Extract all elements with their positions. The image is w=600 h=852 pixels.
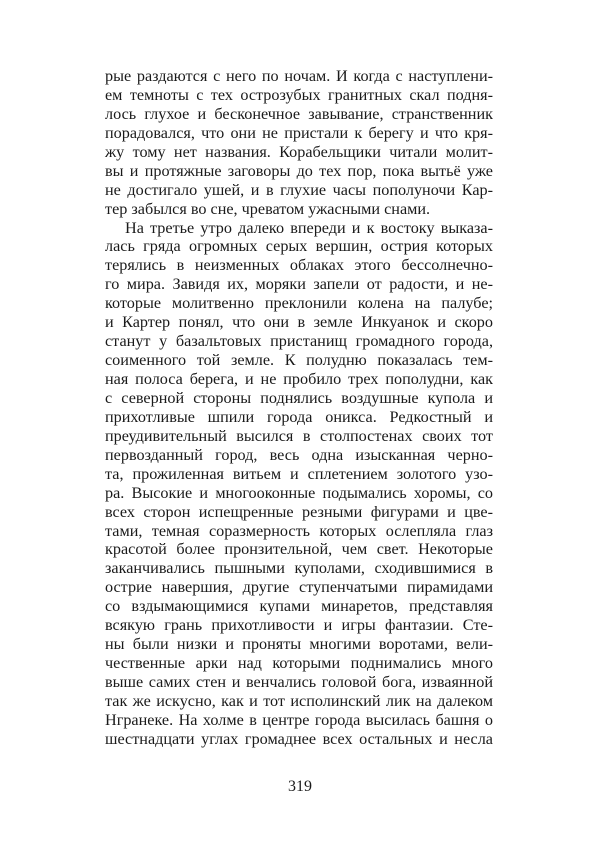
- text-line: лось глухое и бесконечное завывание, странственник: [105, 104, 493, 123]
- text-line: терялись в неизменных облаках этого бессолнечно-: [105, 256, 493, 275]
- text-line: прихотливые шпили города оникса. Редкостный и: [105, 407, 493, 426]
- text-line: ная полоса берега, и не пробило трех пополудни, как: [105, 370, 493, 388]
- text-line: жу тому нет названия. Корабельщики читали молит-: [105, 142, 493, 161]
- text-line: чественные арки над которыми поднимались много: [105, 654, 493, 673]
- text-line: ра. Высокие и многооконные подымались хоромы, со: [105, 483, 493, 502]
- text-line: На третье утро далеко впереди и к востоку выказа-: [125, 218, 493, 237]
- text-line: выше самих стен и венчались головой бога, изваянной: [105, 673, 493, 691]
- text-line: со вздымающимися купами минаретов, представляя: [105, 597, 493, 616]
- text-line: Нгранеке. На холме в центре города высилась башня о: [105, 710, 493, 729]
- text-line: и Картер понял, что они в земле Инкуанок и скоро: [105, 313, 493, 332]
- text-line: всякую грань прихотливости и игры фантазии. Сте-: [105, 616, 493, 635]
- text-line: не достигало ушей, и в глухие часы пополуночи Кар-: [105, 180, 493, 199]
- text-line: так же искусно, как и тот исполинский лик на далеком: [105, 691, 493, 710]
- text-line: которые молитвенно преклонили колена на палубе;: [105, 294, 493, 313]
- text-line: соименного той земле. К полудню показалась тем-: [105, 351, 493, 370]
- text-line: тами, темная соразмерность которых ослепляла глаз: [105, 521, 493, 540]
- text-line: заканчивались пышными куполами, сходившимися в: [105, 559, 493, 578]
- text-line: ем темноты с тех острозубых гранитных скал подня-: [105, 85, 493, 104]
- page-body-text: [105, 67, 493, 749]
- text-line: та, прожиленная витьем и сплетением золотого узо-: [105, 464, 493, 483]
- text-line: всех сторон испещренные резными фигурами и цве-: [105, 502, 493, 521]
- text-line: лась гряда огромных серых вершин, острия которых: [105, 237, 493, 256]
- text-line: первозданный город, весь одна изысканная черно-: [105, 445, 493, 464]
- text-line: тер забылся во сне, чреватом ужасными снами.: [105, 199, 431, 218]
- text-line: рые раздаются с него по ночам. И когда с наступлени-: [105, 67, 493, 85]
- text-line: с северной стороны поднялись воздушные купола и: [105, 388, 493, 407]
- text-line: красотой более пронзительной, чем свет. Некоторые: [105, 540, 493, 559]
- text-line: острие навершия, другие ступенчатыми пирамидами: [105, 578, 493, 597]
- text-line: го мира. Завидя их, моряки запели от радости, и не-: [105, 275, 493, 294]
- page-number: 319: [288, 778, 312, 795]
- text-line: ны были низки и проняты многими воротами, вели-: [105, 635, 493, 654]
- text-line: станут у базальтовых пристанищ громадного города,: [105, 332, 493, 351]
- text-line: вы и протяжные заговоры до тех пор, пока вытьё уже: [105, 161, 493, 180]
- text-line: преудивительный высился в столпостенах своих тот: [105, 426, 493, 445]
- text-line: шестнадцати углах громаднее всех остальных и несла: [105, 729, 493, 748]
- text-line: порадовался, что они не пристали к берегу и что кря-: [105, 123, 493, 142]
